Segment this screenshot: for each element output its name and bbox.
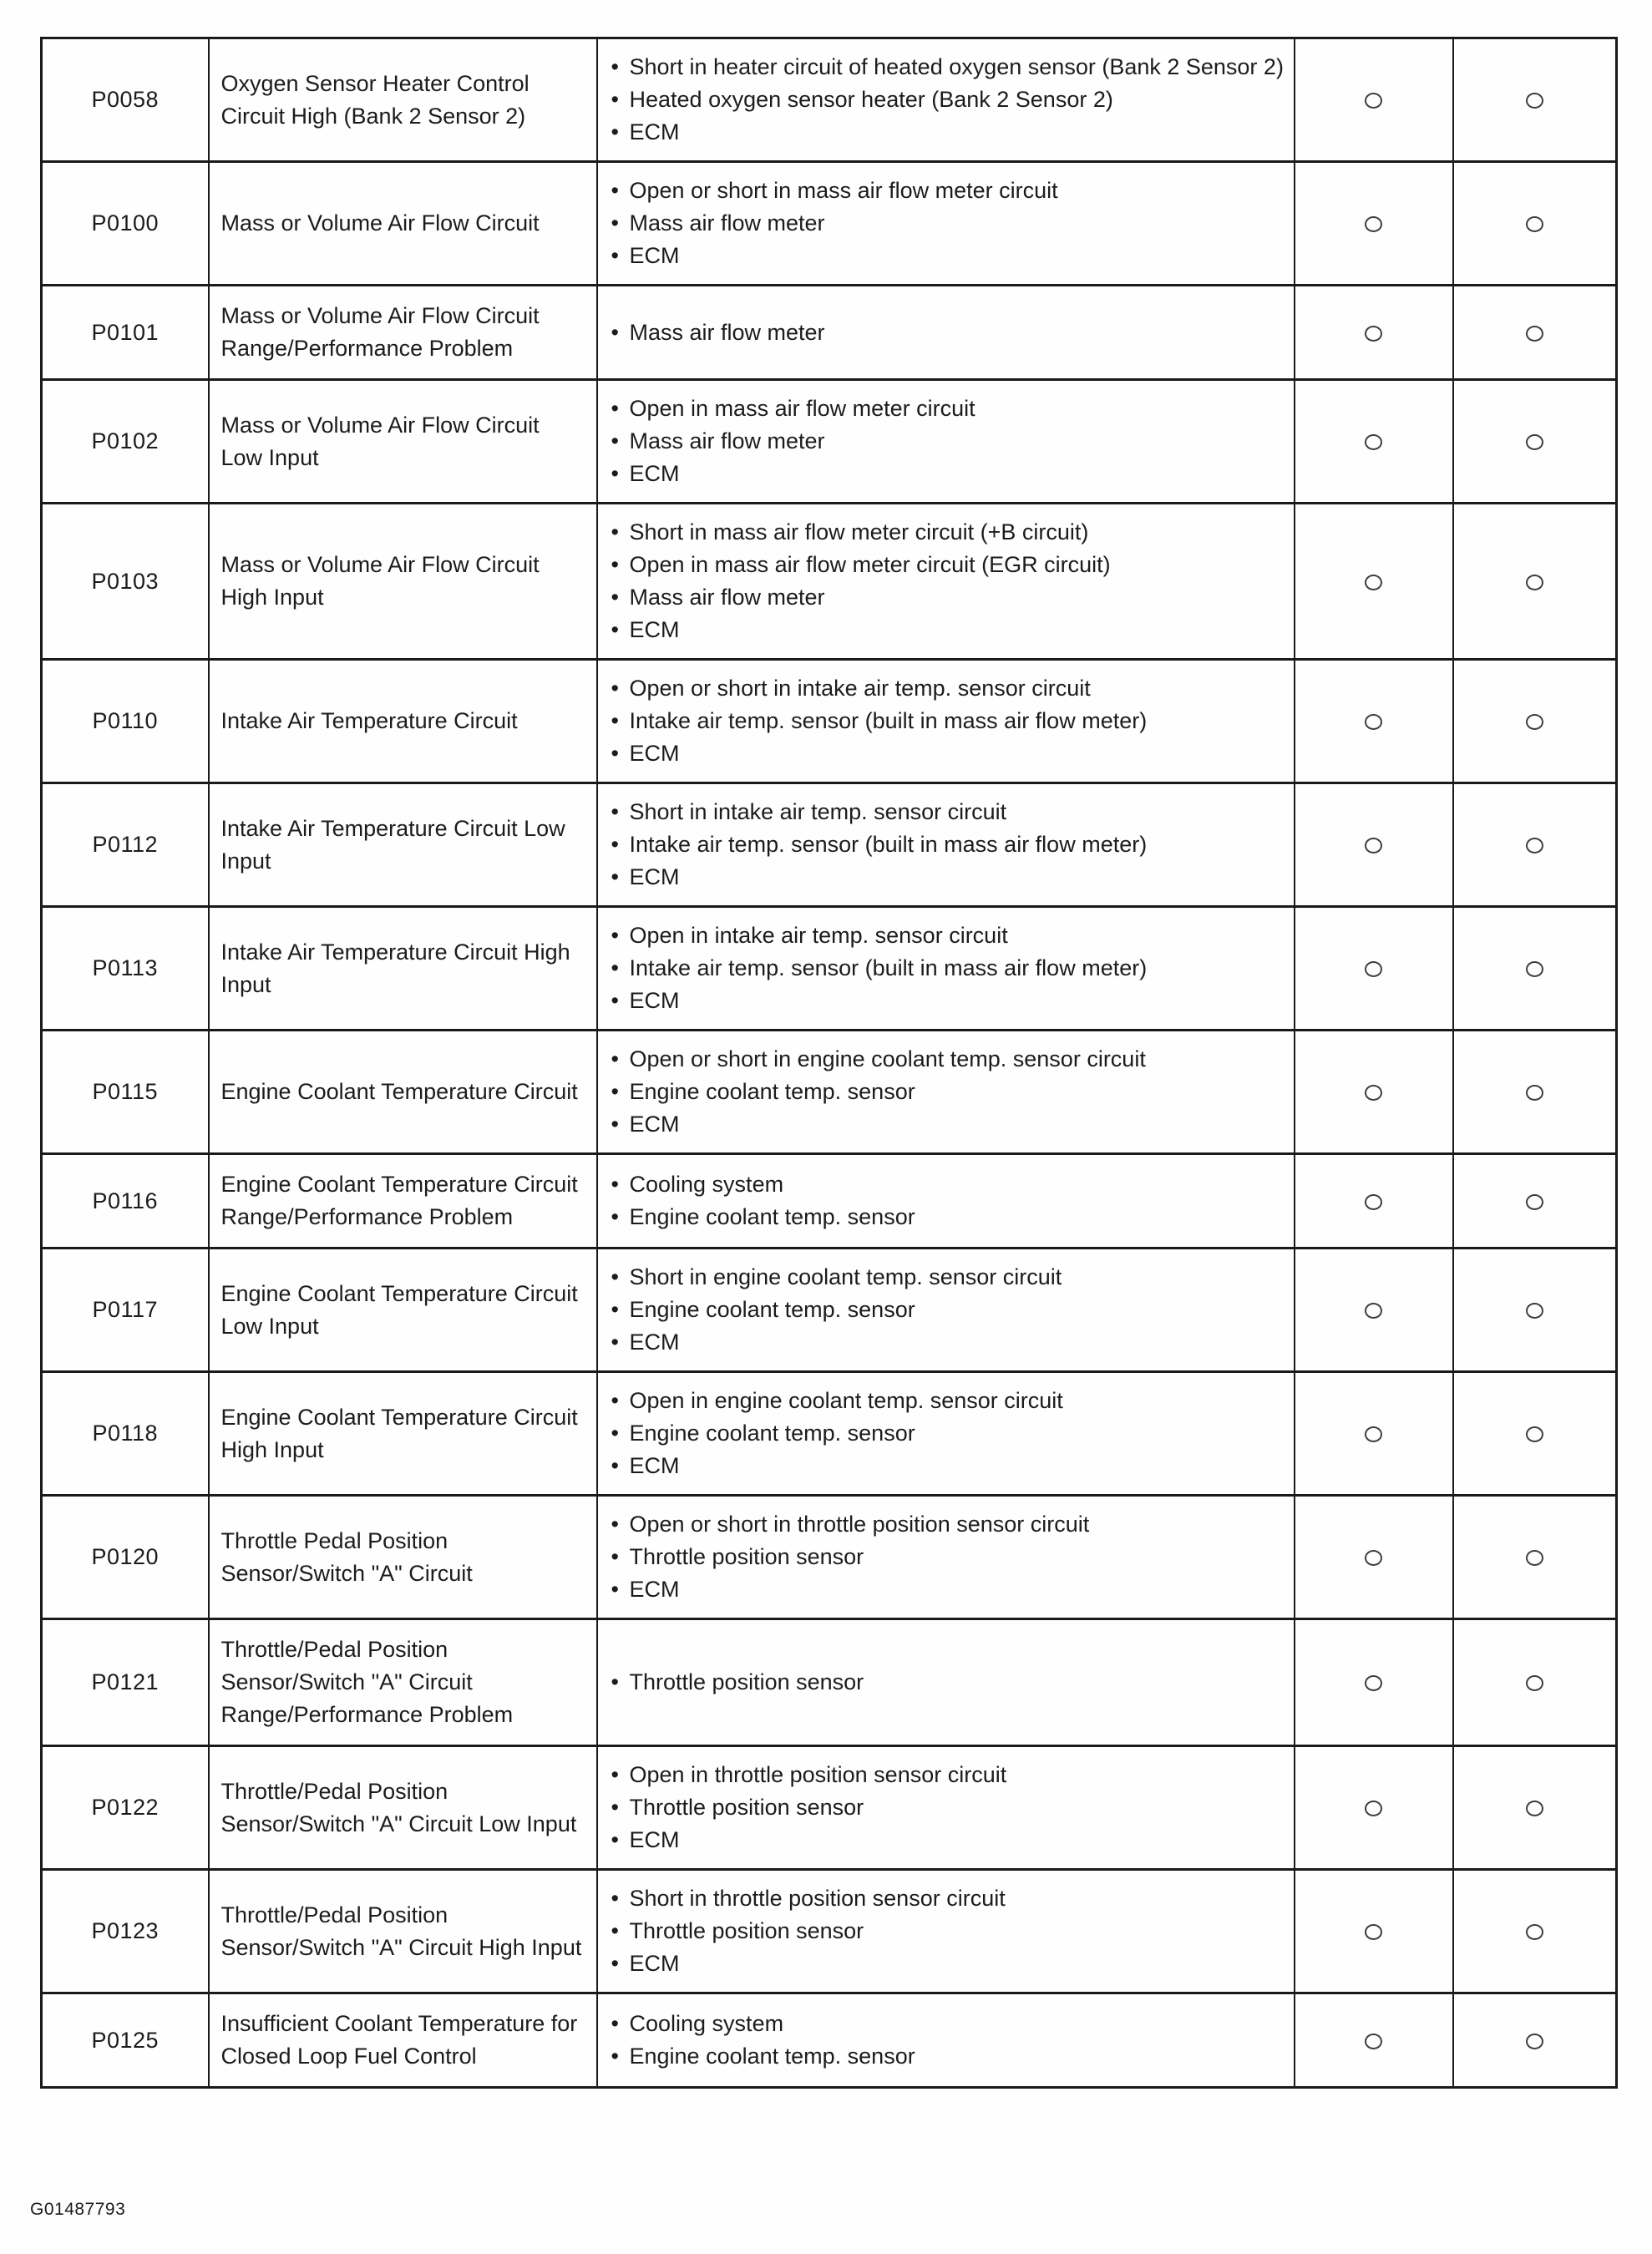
indicator-cell — [1453, 162, 1617, 286]
dtc-code-cell: P0058 — [42, 38, 209, 162]
trouble-areas-cell — [597, 162, 1295, 286]
trouble-areas-list — [608, 516, 1285, 646]
figure-id: G01487793 — [30, 2200, 126, 2219]
trouble-areas-cell — [597, 907, 1295, 1031]
trouble-areas-list — [608, 51, 1285, 149]
indicator-cell — [1295, 1496, 1453, 1619]
indicator-cell — [1453, 504, 1617, 660]
indicator-cell — [1295, 660, 1453, 783]
table-row — [42, 162, 1617, 286]
indicator-cell — [1295, 286, 1453, 380]
dtc-description-cell: Throttle/Pedal Position Sensor/Switch "A" Circuit High Input — [209, 1870, 597, 1993]
dtc-description-cell: Engine Coolant Temperature Circuit — [209, 1031, 597, 1154]
trouble-areas-cell — [597, 1496, 1295, 1619]
table-row — [42, 1993, 1617, 2088]
circle-icon — [1365, 2034, 1382, 2049]
trouble-area-item: • Short in engine coolant temp. sensor circuit — [608, 1261, 1285, 1294]
table-row — [42, 286, 1617, 380]
circle-icon — [1526, 93, 1543, 109]
trouble-area-item: • ECM — [608, 458, 1285, 490]
trouble-area-item: • Throttle position sensor — [608, 1791, 1285, 1824]
trouble-area-item: • Open in intake air temp. sensor circuit — [608, 919, 1285, 952]
table-row — [42, 1031, 1617, 1154]
dtc-description-cell: Intake Air Temperature Circuit High Input — [209, 907, 597, 1031]
circle-icon — [1526, 1426, 1543, 1442]
circle-icon — [1365, 838, 1382, 853]
circle-icon — [1365, 1550, 1382, 1566]
indicator-cell — [1453, 380, 1617, 504]
indicator-cell — [1453, 783, 1617, 907]
circle-icon — [1365, 1194, 1382, 1210]
circle-icon — [1526, 1085, 1543, 1101]
circle-icon — [1526, 575, 1543, 590]
circle-icon — [1365, 1085, 1382, 1101]
trouble-areas-list — [608, 1508, 1285, 1606]
circle-icon — [1526, 714, 1543, 730]
table-row — [42, 1154, 1617, 1249]
trouble-area-item: • Intake air temp. sensor (built in mass air flow meter) — [608, 828, 1285, 861]
trouble-area-item: • Open or short in engine coolant temp. sensor circuit — [608, 1043, 1285, 1076]
trouble-areas-list — [608, 672, 1285, 770]
trouble-areas-list — [608, 1261, 1285, 1359]
table-row — [42, 38, 1617, 162]
circle-icon — [1526, 1675, 1543, 1691]
indicator-cell — [1453, 1031, 1617, 1154]
trouble-areas-list — [608, 393, 1285, 490]
dtc-code-cell: P0123 — [42, 1870, 209, 1993]
trouble-area-item: • Mass air flow meter — [608, 207, 1285, 240]
indicator-cell — [1453, 1746, 1617, 1870]
dtc-table — [40, 37, 1618, 2089]
trouble-areas-cell — [597, 286, 1295, 380]
trouble-area-item: • Open or short in throttle position sensor circuit — [608, 1508, 1285, 1541]
trouble-area-item: • Open in throttle position sensor circuit — [608, 1759, 1285, 1791]
dtc-code-cell: P0100 — [42, 162, 209, 286]
dtc-description-cell: Intake Air Temperature Circuit Low Input — [209, 783, 597, 907]
dtc-description-cell: Oxygen Sensor Heater Control Circuit High (Bank 2 Sensor 2) — [209, 38, 597, 162]
circle-icon — [1365, 93, 1382, 109]
table-row — [42, 783, 1617, 907]
dtc-code-cell: P0101 — [42, 286, 209, 380]
trouble-areas-cell — [597, 38, 1295, 162]
trouble-area-item: • ECM — [608, 240, 1285, 272]
trouble-area-item: • Cooling system — [608, 1168, 1285, 1201]
dtc-description-cell: Engine Coolant Temperature Circuit High Input — [209, 1372, 597, 1496]
indicator-cell — [1295, 380, 1453, 504]
table-row — [42, 380, 1617, 504]
trouble-area-item: • Short in heater circuit of heated oxygen sensor (Bank 2 Sensor 2) — [608, 51, 1285, 84]
trouble-area-item: • ECM — [608, 116, 1285, 149]
dtc-code-cell: P0118 — [42, 1372, 209, 1496]
indicator-cell — [1295, 162, 1453, 286]
trouble-areas-list — [608, 1882, 1285, 1980]
trouble-area-item: • Short in mass air flow meter circuit (+B circuit) — [608, 516, 1285, 549]
dtc-code-cell: P0125 — [42, 1993, 209, 2088]
trouble-area-item: • Mass air flow meter — [608, 581, 1285, 614]
trouble-areas-cell — [597, 1031, 1295, 1154]
table-row — [42, 1372, 1617, 1496]
circle-icon — [1526, 1550, 1543, 1566]
trouble-area-item: • Engine coolant temp. sensor — [608, 1294, 1285, 1326]
circle-icon — [1526, 326, 1543, 342]
indicator-cell — [1453, 907, 1617, 1031]
circle-icon — [1365, 961, 1382, 977]
trouble-areas-list — [608, 2008, 1285, 2073]
trouble-areas-cell — [597, 660, 1295, 783]
dtc-description-cell: Engine Coolant Temperature Circuit Low Input — [209, 1249, 597, 1372]
trouble-area-item: • Engine coolant temp. sensor — [608, 1201, 1285, 1233]
dtc-description-cell: Throttle Pedal Position Sensor/Switch "A" Circuit — [209, 1496, 597, 1619]
dtc-code-cell: P0113 — [42, 907, 209, 1031]
dtc-description-cell: Insufficient Coolant Temperature for Closed Loop Fuel Control — [209, 1993, 597, 2088]
dtc-code-cell: P0117 — [42, 1249, 209, 1372]
indicator-cell — [1295, 1249, 1453, 1372]
trouble-areas-cell — [597, 1154, 1295, 1249]
dtc-code-cell: P0120 — [42, 1496, 209, 1619]
dtc-description-cell: Mass or Volume Air Flow Circuit Range/Performance Problem — [209, 286, 597, 380]
trouble-areas-cell — [597, 1993, 1295, 2088]
dtc-description-cell: Intake Air Temperature Circuit — [209, 660, 597, 783]
trouble-area-item: • Engine coolant temp. sensor — [608, 1417, 1285, 1450]
dtc-code-cell: P0121 — [42, 1619, 209, 1746]
trouble-areas-list — [608, 1759, 1285, 1856]
dtc-code-cell: P0115 — [42, 1031, 209, 1154]
circle-icon — [1526, 434, 1543, 450]
indicator-cell — [1453, 1249, 1617, 1372]
indicator-cell — [1453, 1154, 1617, 1249]
circle-icon — [1526, 1924, 1543, 1940]
trouble-area-item: • Engine coolant temp. sensor — [608, 1076, 1285, 1108]
trouble-areas-list — [608, 919, 1285, 1017]
trouble-area-item: • Open in mass air flow meter circuit — [608, 393, 1285, 425]
trouble-area-item: • ECM — [608, 1108, 1285, 1141]
indicator-cell — [1295, 1372, 1453, 1496]
trouble-area-item: • Throttle position sensor — [608, 1541, 1285, 1573]
indicator-cell — [1295, 38, 1453, 162]
dtc-table-body — [42, 38, 1617, 2088]
circle-icon — [1365, 216, 1382, 232]
trouble-areas-list — [608, 175, 1285, 272]
circle-icon — [1365, 434, 1382, 450]
indicator-cell — [1453, 660, 1617, 783]
indicator-cell — [1453, 286, 1617, 380]
dtc-code-cell: P0102 — [42, 380, 209, 504]
circle-icon — [1526, 1801, 1543, 1816]
trouble-areas-list — [608, 1666, 1285, 1699]
trouble-areas-list — [608, 1043, 1285, 1141]
trouble-areas-list — [608, 796, 1285, 894]
trouble-areas-cell — [597, 1870, 1295, 1993]
circle-icon — [1526, 961, 1543, 977]
table-row — [42, 1496, 1617, 1619]
circle-icon — [1526, 216, 1543, 232]
table-row — [42, 907, 1617, 1031]
dtc-code-cell: P0110 — [42, 660, 209, 783]
dtc-description-cell: Mass or Volume Air Flow Circuit — [209, 162, 597, 286]
circle-icon — [1365, 1801, 1382, 1816]
trouble-areas-list — [608, 1385, 1285, 1482]
circle-icon — [1365, 714, 1382, 730]
trouble-areas-cell — [597, 783, 1295, 907]
trouble-area-item: • ECM — [608, 737, 1285, 770]
circle-icon — [1365, 1426, 1382, 1442]
trouble-area-item: • ECM — [608, 1824, 1285, 1856]
trouble-area-item: • Short in intake air temp. sensor circuit — [608, 796, 1285, 828]
trouble-areas-cell — [597, 1746, 1295, 1870]
trouble-area-item: • Open in engine coolant temp. sensor circuit — [608, 1385, 1285, 1417]
table-row — [42, 504, 1617, 660]
trouble-area-item: • Engine coolant temp. sensor — [608, 2040, 1285, 2073]
indicator-cell — [1295, 783, 1453, 907]
indicator-cell — [1453, 38, 1617, 162]
circle-icon — [1526, 1303, 1543, 1319]
trouble-areas-list — [608, 1168, 1285, 1233]
trouble-area-item: • Cooling system — [608, 2008, 1285, 2040]
trouble-area-item: • Short in throttle position sensor circuit — [608, 1882, 1285, 1915]
trouble-area-item: • Mass air flow meter — [608, 425, 1285, 458]
table-row — [42, 660, 1617, 783]
indicator-cell — [1295, 1031, 1453, 1154]
indicator-cell — [1453, 1496, 1617, 1619]
trouble-area-item: • Open in mass air flow meter circuit (EGR circuit) — [608, 549, 1285, 581]
dtc-description-cell: Throttle/Pedal Position Sensor/Switch "A" Circuit Range/Performance Problem — [209, 1619, 597, 1746]
trouble-areas-cell — [597, 504, 1295, 660]
circle-icon — [1365, 326, 1382, 342]
dtc-description-cell: Mass or Volume Air Flow Circuit Low Input — [209, 380, 597, 504]
dtc-description-cell: Throttle/Pedal Position Sensor/Switch "A" Circuit Low Input — [209, 1746, 597, 1870]
table-row — [42, 1746, 1617, 1870]
trouble-area-item: • Open or short in mass air flow meter circuit — [608, 175, 1285, 207]
indicator-cell — [1295, 907, 1453, 1031]
indicator-cell — [1295, 504, 1453, 660]
trouble-area-item: • Intake air temp. sensor (built in mass air flow meter) — [608, 952, 1285, 985]
trouble-areas-cell — [597, 380, 1295, 504]
dtc-code-cell: P0112 — [42, 783, 209, 907]
trouble-area-item: • Throttle position sensor — [608, 1915, 1285, 1948]
trouble-area-item: • ECM — [608, 1326, 1285, 1359]
trouble-area-item: • Open or short in intake air temp. sensor circuit — [608, 672, 1285, 705]
table-row — [42, 1619, 1617, 1746]
trouble-areas-cell — [597, 1619, 1295, 1746]
trouble-area-item: • ECM — [608, 1573, 1285, 1606]
table-row — [42, 1870, 1617, 1993]
trouble-areas-list — [608, 317, 1285, 349]
circle-icon — [1365, 1303, 1382, 1319]
trouble-areas-cell — [597, 1372, 1295, 1496]
trouble-area-item: • ECM — [608, 861, 1285, 894]
indicator-cell — [1295, 1746, 1453, 1870]
indicator-cell — [1453, 1870, 1617, 1993]
indicator-cell — [1295, 1993, 1453, 2088]
trouble-area-item: • ECM — [608, 1948, 1285, 1980]
dtc-description-cell: Engine Coolant Temperature Circuit Range/Performance Problem — [209, 1154, 597, 1249]
circle-icon — [1526, 838, 1543, 853]
indicator-cell — [1295, 1619, 1453, 1746]
trouble-area-item: • ECM — [608, 985, 1285, 1017]
trouble-area-item: • Heated oxygen sensor heater (Bank 2 Sensor 2) — [608, 84, 1285, 116]
table-row — [42, 1249, 1617, 1372]
trouble-area-item: • Mass air flow meter — [608, 317, 1285, 349]
trouble-area-item: • ECM — [608, 1450, 1285, 1482]
circle-icon — [1365, 1675, 1382, 1691]
indicator-cell — [1453, 1372, 1617, 1496]
trouble-area-item: • Intake air temp. sensor (built in mass air flow meter) — [608, 705, 1285, 737]
circle-icon — [1526, 2034, 1543, 2049]
indicator-cell — [1453, 1619, 1617, 1746]
indicator-cell — [1295, 1870, 1453, 1993]
dtc-code-cell: P0103 — [42, 504, 209, 660]
dtc-code-cell: P0122 — [42, 1746, 209, 1870]
dtc-code-cell: P0116 — [42, 1154, 209, 1249]
trouble-area-item: • Throttle position sensor — [608, 1666, 1285, 1699]
trouble-area-item: • ECM — [608, 614, 1285, 646]
circle-icon — [1526, 1194, 1543, 1210]
dtc-description-cell: Mass or Volume Air Flow Circuit High Input — [209, 504, 597, 660]
indicator-cell — [1295, 1154, 1453, 1249]
circle-icon — [1365, 575, 1382, 590]
indicator-cell — [1453, 1993, 1617, 2088]
trouble-areas-cell — [597, 1249, 1295, 1372]
circle-icon — [1365, 1924, 1382, 1940]
